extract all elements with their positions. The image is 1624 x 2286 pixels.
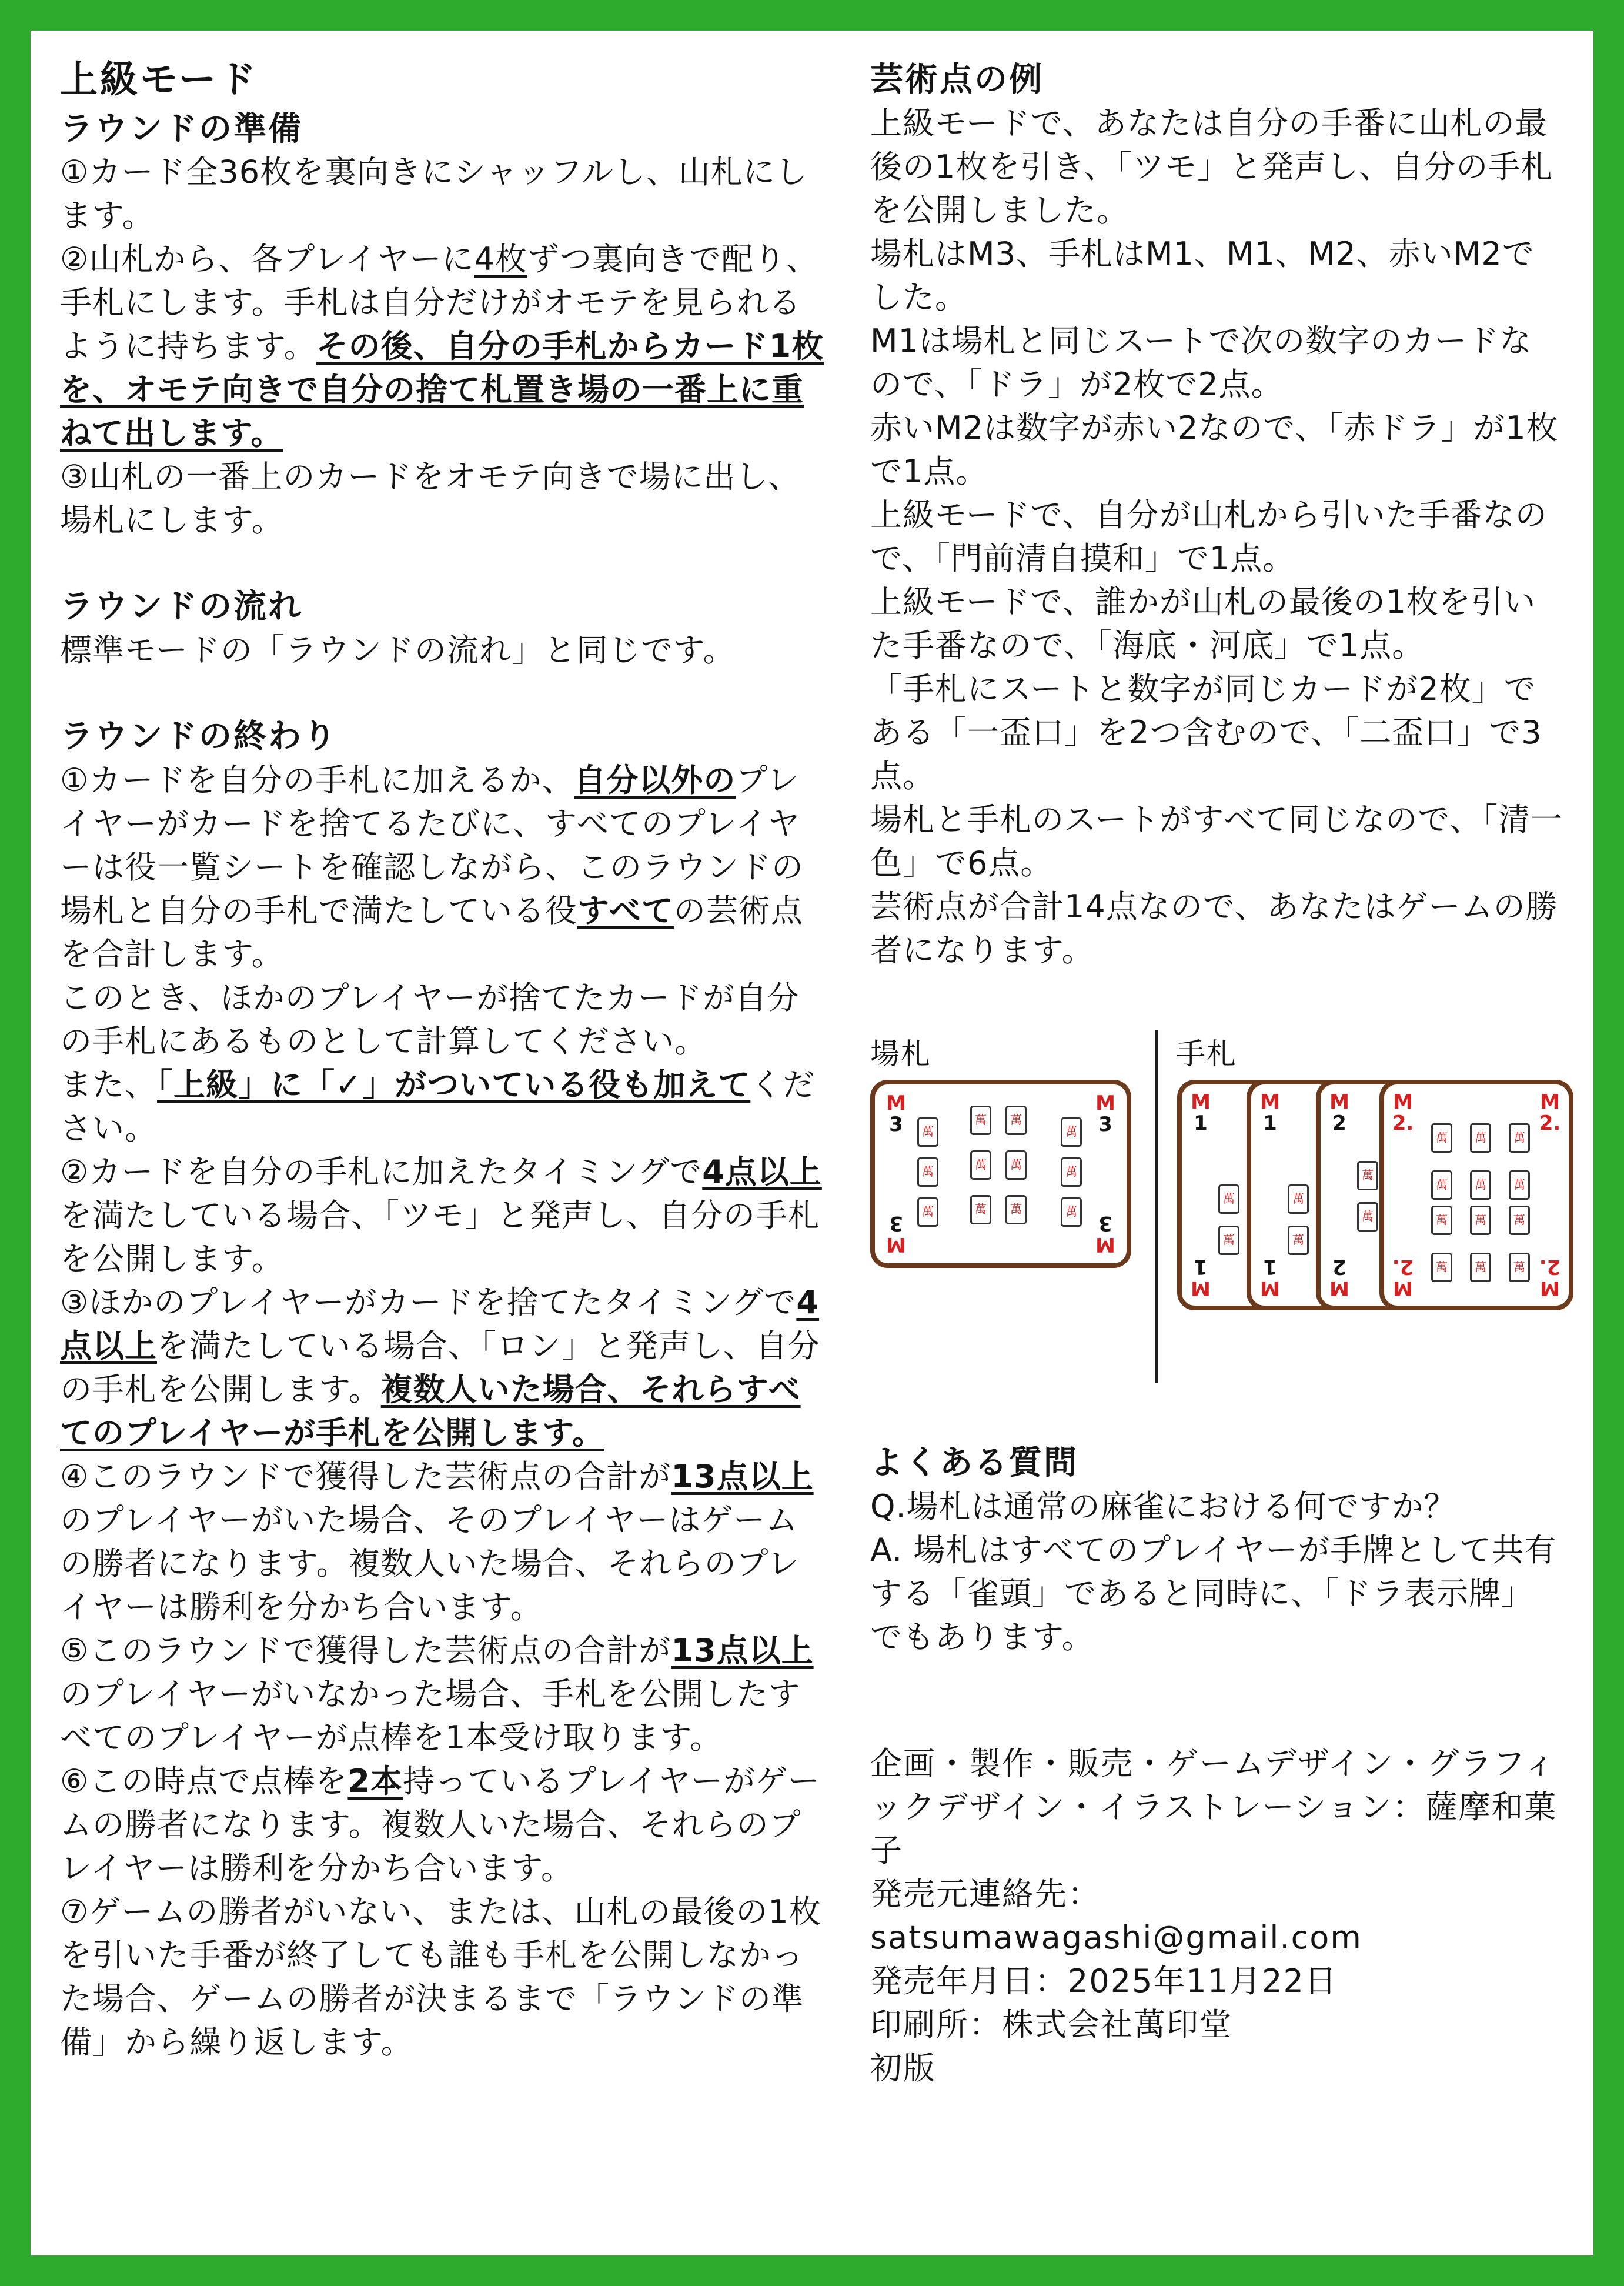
figure-divider [1155,1030,1158,1383]
end-step-6-c: 持っているプレイヤーがゲームの勝者になります。複数人いた場合、それらのプレイヤーは勝利を分かち合います。 [60,1762,821,1887]
mahjong-tile-icon: 萬 [1509,1253,1530,1282]
mahjong-tile-icon: 萬 [1431,1253,1452,1282]
prep-step-2-a: ②山札から、各プレイヤーに [60,241,474,278]
example-line-8: 場札と手札のスートがすべて同じなので、「清一色」で6点。 [870,800,1563,882]
mahjong-tile-icon: 萬 [970,1195,991,1224]
mahjong-tile-icon: 萬 [1357,1161,1378,1190]
prep-step-1: ①カード全36枚を裏向きにシャッフルし、山札にします。 [60,153,808,235]
hand-card-3-index: M 2 [1329,1090,1349,1135]
example-line-3: M1は場札と同じスートで次の数字のカードなので、「ドラ」が2枚で2点。 [870,322,1532,403]
end-step-5-a: ⑤このラウンドで獲得した芸術点の合計が [60,1631,671,1669]
mahjong-tile-icon: 萬 [1470,1206,1491,1235]
mahjong-tile-icon: 萬 [1005,1150,1027,1180]
end-step-4-b: 13点以上 [671,1457,814,1495]
mahjong-tile-icon: 萬 [1357,1202,1378,1232]
flow-heading: ラウンドの流れ [60,588,303,626]
end-step-2-a: ②カードを自分の手札に加えたタイミングで [60,1153,703,1190]
hand-card-4-index-bottom-left: M 2. [1392,1255,1414,1300]
example-line-4: 赤いM2は数字が赤い2なので、「赤ドラ」が1枚で1点。 [870,409,1559,490]
end-step-1-e: の芸術点を合計します。 [60,892,803,973]
end-step-3-a: ③ほかのプレイヤーがカードを捨てたタイミングで [60,1283,797,1321]
field-card-index-top: M 3 [886,1092,906,1136]
end-step-1-c: プレイヤーがカードを捨てるたびに、すべてのプレイヤーは役一覧シートを確認しながら、このラウンドの場札と自分の手札で満たしている役 [60,761,804,929]
mahjong-tile-icon: 萬 [1470,1170,1491,1200]
end-step-2-b: 4点以上 [702,1153,822,1190]
mahjong-tile-icon: 萬 [1005,1106,1027,1135]
field-card-index-top-right: M 3 [1095,1092,1115,1136]
hand-card-4-red [1379,1080,1573,1310]
end-step-1-extra [60,1063,824,1150]
hand-card-1-index: M 1 [1191,1090,1211,1135]
end-step-7: ⑦ゲームの勝者がいない、または、山札の最後の1枚を引いた手番が終了しても誰も手札を公開しなかった場合、ゲームの勝者が決まるまで「ラウンドの準備」から繰り返します。 [60,1893,821,2061]
end-step-1-i: ください。 [60,1066,816,1147]
mahjong-tile-icon: 萬 [970,1106,991,1135]
end-step-6 [60,1760,824,1890]
end-step-3 [60,1281,824,1455]
prep-step-2-d: その後、自分の手札からカード1枚を、オモテ向きで自分の捨て札置き場の一番上に重ねて出します。 [60,328,824,452]
rules-sheet [31,31,1593,2255]
end-step-1-d: すべて [577,892,674,929]
end-step-1-h: 「上級」に「✓」がついている役も加えて [157,1066,751,1103]
end-step-4 [60,1455,824,1629]
hand-card-4-index: M 2. [1392,1090,1414,1135]
field-card-label: 場札 [870,1037,931,1071]
mahjong-tile-icon: 萬 [1509,1206,1530,1235]
mahjong-tile-icon: 萬 [1470,1253,1491,1282]
faq-answer: A. 場札はすべてのプレイヤーが手牌として共有する「雀頭」であると同時に、「ドラ表示牌」でもあります。 [870,1531,1557,1656]
hand-card-2-index: M 1 [1260,1090,1280,1135]
credits-date: 発売年月日：2025年11月22日 [870,1963,1338,2000]
end-step-2 [60,1150,824,1281]
end-step-3-b: 4点以上 [60,1283,819,1364]
end-step-4-c: のプレイヤーがいた場合、そのプレイヤーはゲームの勝者になります。複数人いた場合、それらのプレイヤーは勝利を分かち合います。 [60,1501,800,1626]
prep-step-3: ③山札の一番上のカードをオモテ向きで場に出し、場札にします。 [60,458,801,539]
faq-question: Q.場札は通常の麻雀における何ですか？ [870,1487,1456,1525]
mahjong-tile-icon: 萬 [1470,1123,1491,1153]
end-step-5-b: 13点以上 [671,1631,814,1669]
end-step-4-a: ④このラウンドで獲得した芸術点の合計が [60,1457,671,1495]
prep-step-2-c: ずつ裏向きで配り、手札にします。手札は自分だけがオモテを見られるように持ちます。 [60,241,818,365]
end-step-1-g: また、 [60,1066,157,1103]
mahjong-tile-icon: 萬 [1431,1170,1452,1200]
mahjong-tile-icon: 萬 [917,1197,938,1227]
mahjong-tile-icon: 萬 [1509,1123,1530,1153]
mahjong-tile-icon: 萬 [1218,1226,1239,1255]
hand-card-2-index-bottom: M 1 [1260,1255,1280,1300]
end-step-5 [60,1629,824,1760]
credits-design: 企画・製作・販売・ゲームデザイン・グラフィックデザイン・イラストレーション：薩摩和菓子 [870,1745,1558,1869]
hand-card-4-index-bottom: M 2. [1539,1255,1561,1300]
prep-step-2 [60,238,824,455]
mahjong-tile-icon: 萬 [1218,1184,1239,1214]
credits-section [870,1742,1564,2090]
mahjong-tile-icon: 萬 [1061,1117,1082,1147]
field-card-index-bottom: M 3 [1095,1212,1115,1256]
faq-section [870,1442,1564,1659]
end-step-3-c: を満たしている場合、「ロン」と発声し、自分の手札を公開します。 [60,1327,820,1408]
credits-email[interactable]: satsumawagashi@gmail.com [870,1919,1362,1956]
mahjong-tile-icon: 萬 [1509,1170,1530,1200]
mahjong-tile-icon: 萬 [1431,1123,1452,1153]
mahjong-tile-icon: 萬 [1431,1206,1452,1235]
hand-card-3-index-bottom: M 2 [1329,1255,1349,1300]
hand-card-4-index-right: M 2. [1539,1090,1561,1135]
end-step-1 [60,759,824,976]
mahjong-tile-icon: 萬 [1288,1226,1309,1255]
credits-contact-label: 発売元連絡先： [870,1875,1101,1913]
end-step-5-c: のプレイヤーがいなかった場合、手札を公開したすべてのプレイヤーが点棒を1本受け取ります。 [60,1675,801,1756]
mahjong-tile-icon: 萬 [1288,1184,1309,1214]
hand-card-1-index-bottom: M 1 [1191,1255,1211,1300]
end-step-6-b: 2本 [347,1762,403,1800]
page-title: 上級モード [60,58,259,102]
end-step-3-d: 複数人いた場合、それらすべてのプレイヤーが手札を公開します。 [60,1370,801,1451]
prep-heading: ラウンドの準備 [60,109,303,148]
mahjong-tile-icon: 萬 [1061,1197,1082,1227]
field-card [870,1080,1131,1268]
example-line-1: 上級モードで、あなたは自分の手番に山札の最後の1枚を引き、「ツモ」と発声し、自分の手札を公開しました。 [870,104,1553,229]
flow-text: 標準モードの「ラウンドの流れ」と同じです。 [60,632,736,669]
example-line-5: 上級モードで、自分が山札から引いた手番なので、「門前清自摸和」で1点。 [870,496,1548,577]
field-card-index-bottom-left: M 3 [886,1212,906,1256]
end-step-1-b: 自分以外の [574,761,736,799]
example-line-9: 芸術点が合計14点なので、あなたはゲームの勝者になります。 [870,887,1558,969]
mahjong-tile-icon: 萬 [1061,1157,1082,1187]
mahjong-tile-icon: 萬 [1005,1195,1027,1224]
end-step-2-c: を満たしている場合、「ツモ」と発声し、自分の手札を公開します。 [60,1196,820,1277]
prep-step-2-b: 4枚 [474,241,527,278]
mahjong-tile-icon: 萬 [970,1150,991,1180]
example-line-7: 「手札にスートと数字が同じカードが2枚」である「一盃口」を2つ含むので、「二盃口」で3点。 [870,670,1542,795]
example-line-6: 上級モードで、誰かが山札の最後の1枚を引いた手番なので、「海底・河底」で1点。 [870,583,1536,664]
credits-edition: 初版 [870,2050,936,2087]
example-heading: 芸術点の例 [870,61,1044,99]
mahjong-tile-icon: 萬 [917,1157,938,1187]
credits-printer: 印刷所：株式会社萬印堂 [870,2006,1232,2043]
end-step-1-note: このとき、ほかのプレイヤーが捨てたカードが自分の手札にあるものとして計算してください。 [60,979,800,1060]
right-column [870,59,1564,972]
card-example-figure [870,1030,1570,1383]
mahjong-tile-icon: 萬 [917,1117,938,1147]
left-column [60,59,824,2064]
end-heading: ラウンドの終わり [60,717,338,756]
end-step-6-a: ⑥この時点で点棒を [60,1762,348,1800]
faq-heading: よくある質問 [870,1444,1078,1482]
end-step-1-a: ①カードを自分の手札に加えるか、 [60,761,574,799]
hand-cards-label: 手札 [1176,1037,1237,1071]
example-line-2: 場札はM3、手札はM1、M1、M2、赤いM2でした。 [870,235,1535,316]
